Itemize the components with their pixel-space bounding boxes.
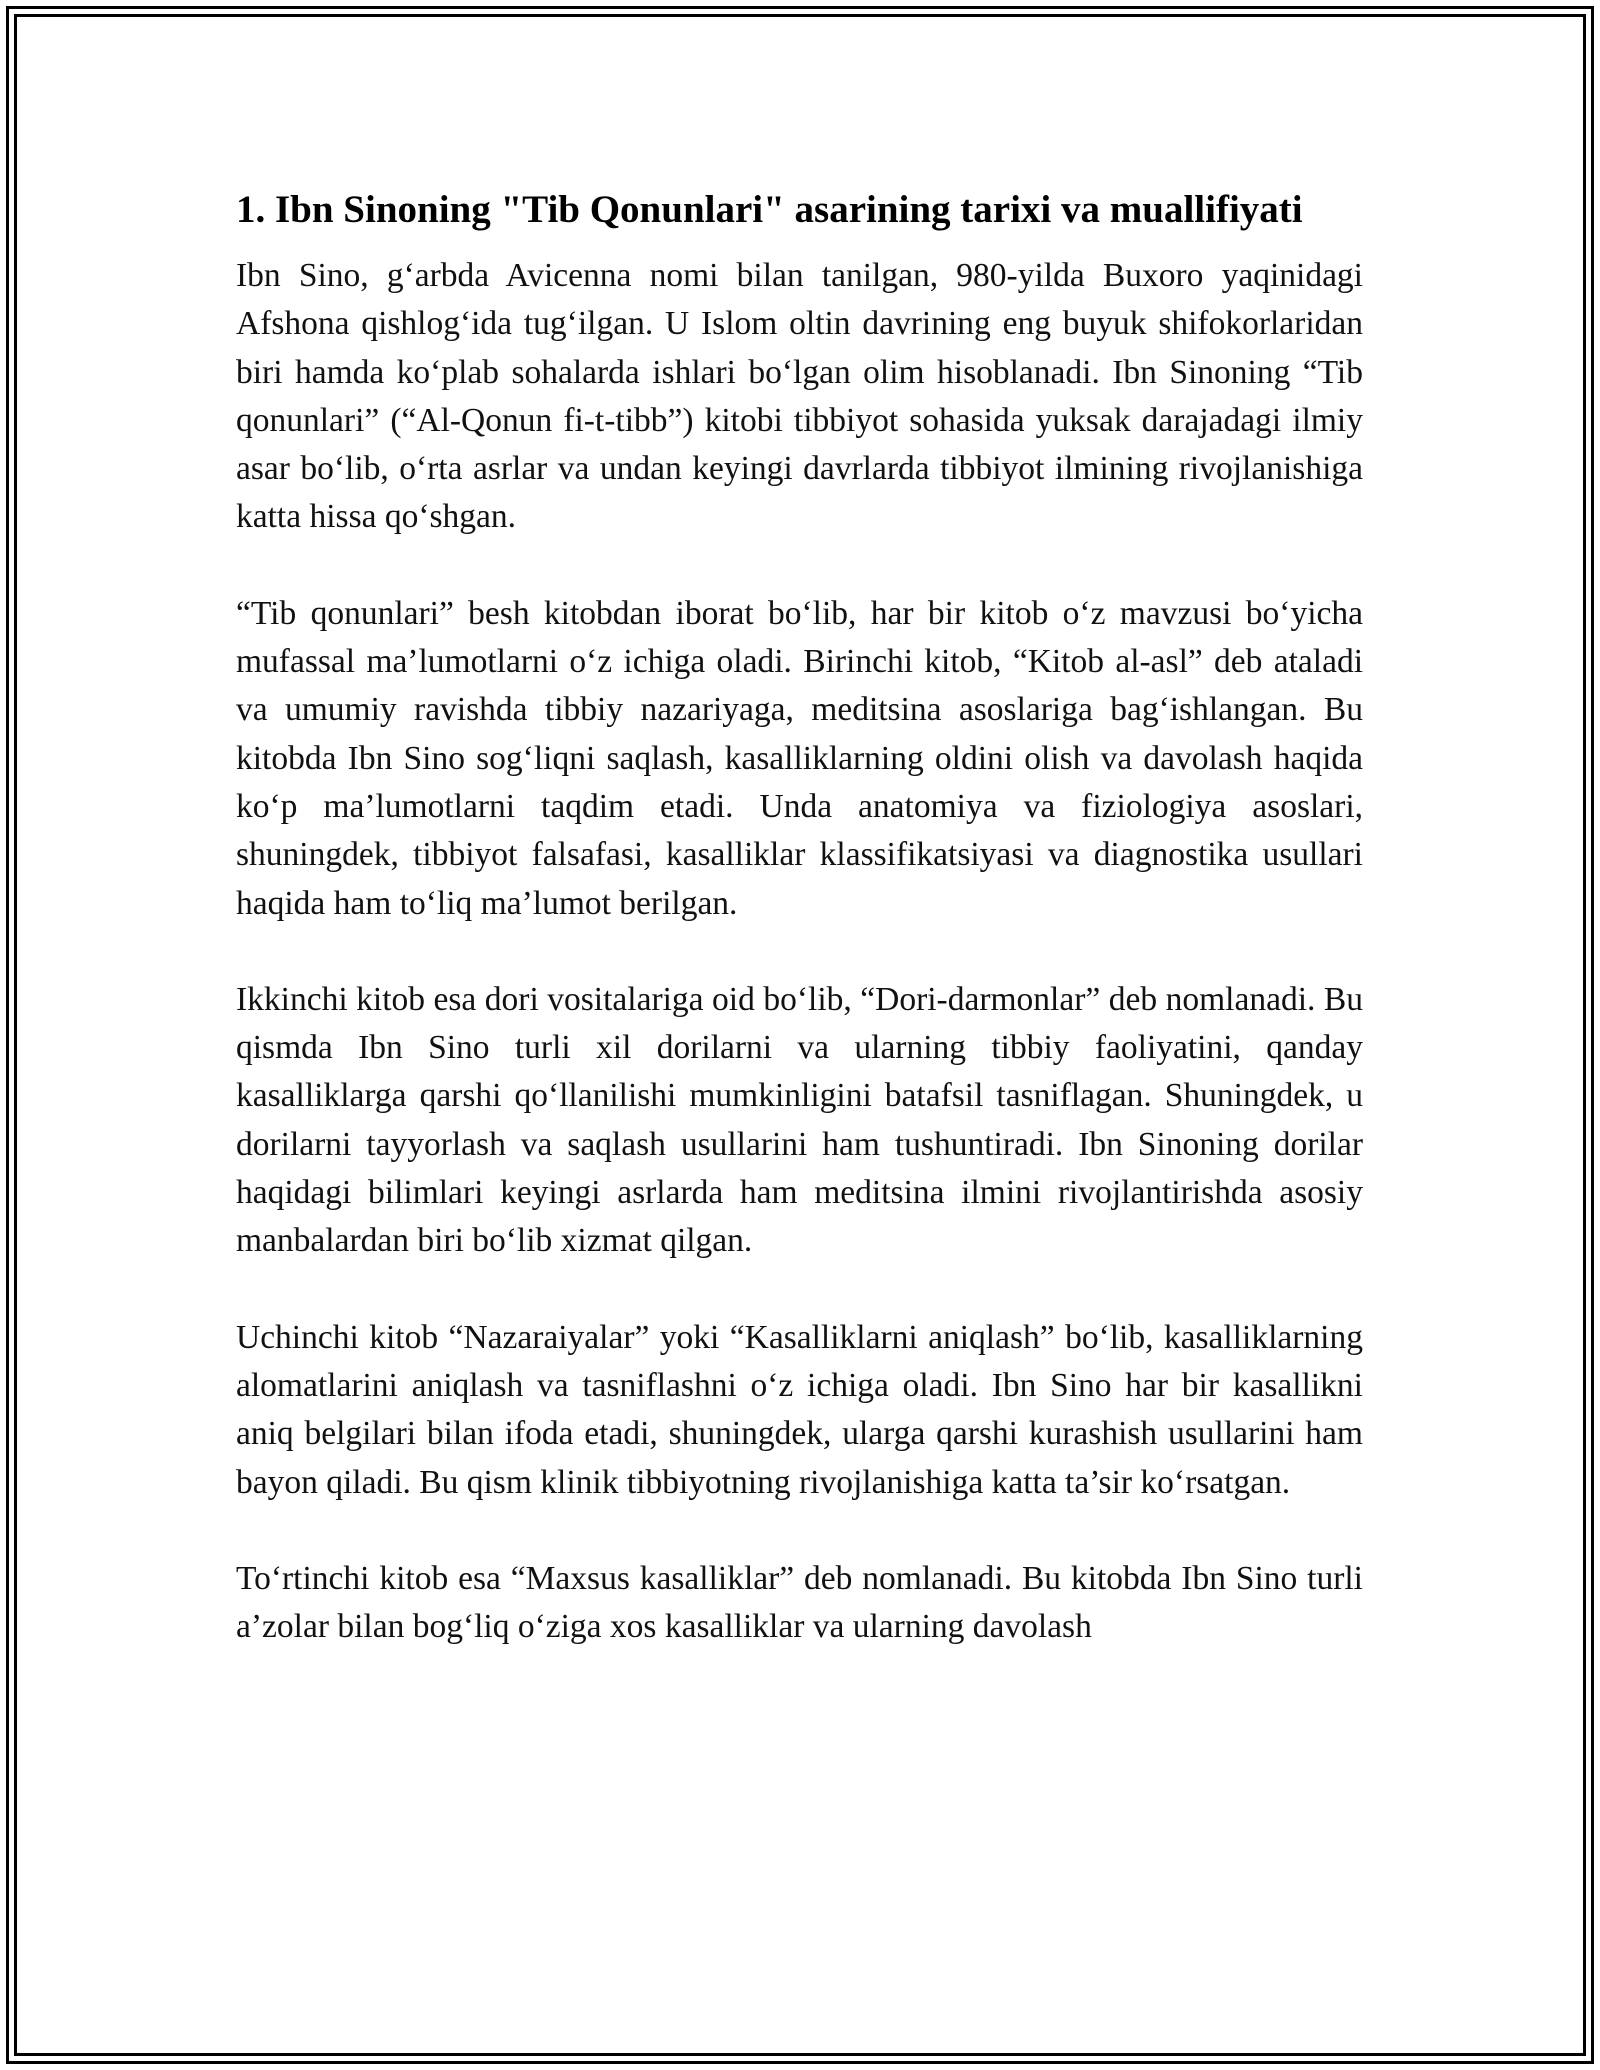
section-heading: 1. Ibn Sinoning "Tib Qonunlari" asarining tarixi va muallifiyati xyxy=(236,188,1303,231)
document-body xyxy=(236,182,1363,1699)
paragraph-book-two: Ikkinchi kitob esa dori vositalariga oid bo‘lib, “Dori-darmonlar” deb nomlanadi. Bu qismda Ibn Sino turli xil dorilarni va ularning tibbiy faoliyatini, qanday kasalliklarga qarshi qo‘llanilishi mumkinligini batafsil tasniflagan. Shuningdek, u dorilarni tayyorlash va saqlash usullarini ham tushuntiradi. Ibn Sinoning dorilar haqidagi bilimlari keyingi asrlarda ham meditsina ilmini rivojlantirishda asosiy manbalardan biri bo‘lib xizmat qilgan. xyxy=(236,980,1363,1260)
paragraph-book-one: “Tib qonunlari” besh kitobdan iborat bo‘lib, har bir kitob o‘z mavzusi bo‘yicha mufassal ma’lumotlarni o‘z ichiga oladi. Birinchi kitob, “Kitob al-asl” deb ataladi va umumiy ravishda tibbiy nazariyaga, meditsina asoslariga bag‘ishlangan. Bu kitobda Ibn Sino sog‘liqni saqlash, kasalliklarning oldini olish va davolash haqida ko‘p ma’lumotlarni taqdim etadi. Unda anatomiya va fiziologiya asoslari, shuningdek, tibbiyot falsafasi, kasalliklar klassifikatsiyasi va diagnostika usullari haqida ham to‘liq ma’lumot berilgan. xyxy=(236,594,1363,922)
paragraph-book-three: Uchinchi kitob “Nazaraiyalar” yoki “Kasalliklarni aniqlash” bo‘lib, kasalliklarning alomatlarini aniqlash va tasniflashni o‘z ichiga oladi. Ibn Sino har bir kasallikni aniq belgilari bilan ifoda etadi, shuningdek, ularga qarshi kurashish usullarini ham bayon qiladi. Bu qism klinik tibbiyotning rivojlanishiga katta ta’sir ko‘rsatgan. xyxy=(236,1318,1363,1501)
paragraph-book-four: To‘rtinchi kitob esa “Maxsus kasalliklar” deb nomlanadi. Bu kitobda Ibn Sino turli a’zolar bilan bog‘liq o‘ziga xos kasalliklar va ularning davolash xyxy=(236,1559,1363,1646)
paragraph-intro: Ibn Sino, g‘arbda Avicenna nomi bilan tanilgan, 980-yilda Buxoro yaqinidagi Afshona qishlog‘ida tug‘ilgan. U Islom oltin davrining eng buyuk shifokorlaridan biri hamda ko‘plab sohalarda ishlari bo‘lgan olim hisoblanadi. Ibn Sinoning “Tib qonunlari” (“Al-Qonun fi-t-tibb”) kitobi tibbiyot sohasida yuksak darajadagi ilmiy asar bo‘lib, o‘rta asrlar va undan keyingi davrlarda tibbiyot ilmining rivojlanishiga katta hissa qo‘shgan. xyxy=(236,257,1363,536)
